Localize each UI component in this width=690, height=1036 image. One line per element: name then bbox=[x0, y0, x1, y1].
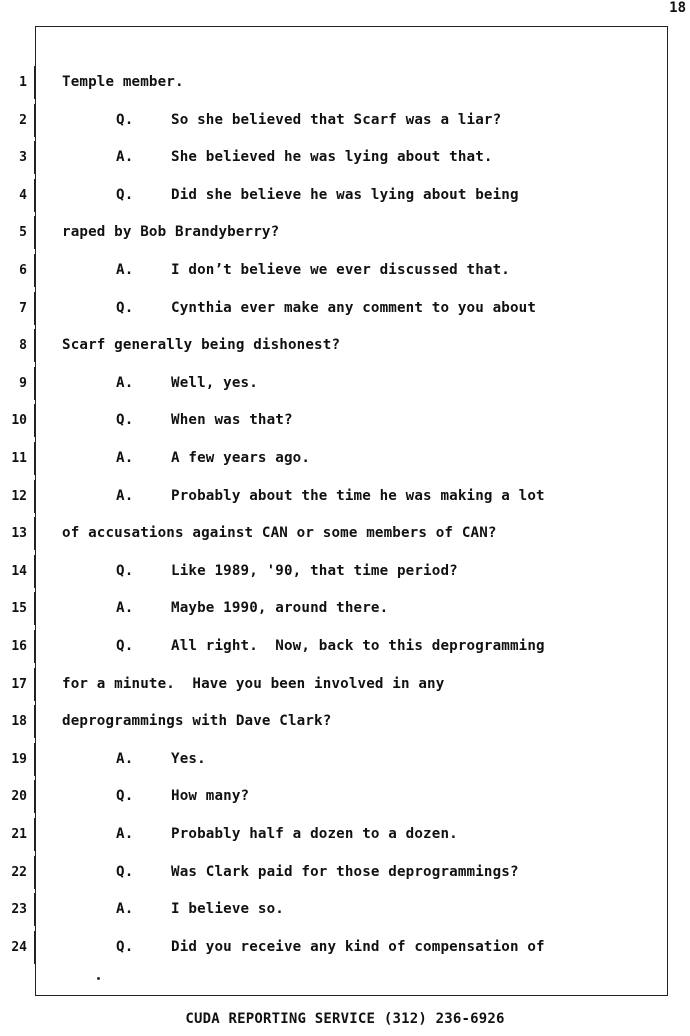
line-number-rule bbox=[34, 442, 36, 475]
page-number: 18 bbox=[669, 0, 686, 16]
transcript-line bbox=[0, 440, 690, 478]
line-number-rule bbox=[34, 292, 36, 325]
line-number-rule bbox=[34, 893, 36, 926]
speaker-label: A. bbox=[116, 450, 134, 466]
line-number-rule bbox=[34, 818, 36, 851]
line-number: 18 bbox=[11, 714, 27, 730]
line-text bbox=[116, 891, 284, 929]
transcript-line bbox=[0, 139, 690, 177]
line-text bbox=[62, 327, 340, 365]
line-body: Was Clark paid for those deprogrammings? bbox=[171, 863, 519, 880]
line-number: 2 bbox=[19, 112, 27, 128]
line-body: I believe so. bbox=[171, 901, 284, 918]
transcript-line bbox=[0, 703, 690, 741]
line-number-rule bbox=[34, 630, 36, 663]
speaker-label: Q. bbox=[116, 562, 134, 579]
speaker-label: A. bbox=[116, 487, 134, 504]
line-body: Temple member. bbox=[62, 74, 184, 90]
line-number-rule bbox=[34, 480, 36, 513]
line-number: 14 bbox=[11, 563, 27, 579]
line-number: 22 bbox=[11, 864, 27, 880]
transcript-line bbox=[0, 402, 690, 440]
transcript-line bbox=[0, 515, 690, 553]
line-number: 24 bbox=[11, 939, 27, 955]
line-number-rule bbox=[34, 216, 36, 249]
line-body: Scarf generally being dishonest? bbox=[62, 337, 341, 354]
line-body: Did she believe he was lying about being bbox=[171, 186, 519, 203]
line-text bbox=[116, 553, 458, 591]
line-body: A few years ago. bbox=[171, 450, 311, 466]
line-number: 3 bbox=[19, 150, 27, 166]
line-text bbox=[62, 703, 331, 741]
line-number-rule bbox=[34, 555, 36, 588]
transcript-line bbox=[0, 478, 690, 516]
transcript-line bbox=[0, 816, 690, 854]
line-text bbox=[116, 590, 388, 628]
line-body: deprogrammings with Dave Clark? bbox=[62, 713, 332, 730]
speaker-label: A. bbox=[116, 149, 134, 166]
speaker-label: A. bbox=[116, 600, 134, 617]
line-text bbox=[116, 440, 310, 478]
line-number: 13 bbox=[11, 526, 27, 542]
line-number: 8 bbox=[19, 338, 27, 354]
line-body: Yes. bbox=[171, 750, 206, 767]
transcript-line bbox=[0, 64, 690, 102]
line-body: Maybe 1990, around there. bbox=[171, 600, 389, 617]
line-number: 4 bbox=[19, 187, 27, 203]
line-number-rule bbox=[34, 592, 36, 625]
line-body: How many? bbox=[171, 788, 250, 805]
line-text bbox=[116, 365, 258, 403]
transcript-line bbox=[0, 666, 690, 704]
speaker-label: A. bbox=[116, 750, 134, 767]
line-text bbox=[116, 854, 519, 892]
transcript-line bbox=[0, 102, 690, 140]
transcript-line bbox=[0, 553, 690, 591]
line-text bbox=[116, 102, 501, 140]
line-body: I don’t believe we ever discussed that. bbox=[171, 262, 510, 278]
transcript-line bbox=[0, 929, 690, 967]
line-body: When was that? bbox=[171, 412, 293, 429]
line-body: All right. Now, back to this deprogramming bbox=[171, 638, 545, 654]
line-body: of accusations against CAN or some members of CAN? bbox=[62, 525, 497, 542]
line-text bbox=[116, 177, 519, 215]
line-number: 9 bbox=[19, 375, 27, 391]
speaker-label: Q. bbox=[116, 788, 134, 805]
transcript-line bbox=[0, 290, 690, 328]
line-number-rule bbox=[34, 66, 36, 99]
speaker-label: Q. bbox=[116, 638, 134, 654]
transcript-line bbox=[0, 778, 690, 816]
line-number: 23 bbox=[11, 902, 27, 918]
speaker-label: A. bbox=[116, 374, 134, 391]
transcript-line bbox=[0, 628, 690, 666]
line-number: 21 bbox=[11, 827, 27, 842]
line-body: So she believed that Scarf was a liar? bbox=[171, 111, 502, 128]
line-number-rule bbox=[34, 141, 36, 174]
line-number: 20 bbox=[11, 789, 27, 805]
speaker-label: Q. bbox=[116, 299, 134, 316]
line-number-rule bbox=[34, 367, 36, 400]
transcript-line bbox=[0, 854, 690, 892]
transcript-line bbox=[0, 214, 690, 252]
line-number-rule bbox=[34, 668, 36, 701]
line-body: Probably about the time he was making a lot bbox=[171, 487, 545, 504]
line-number: 7 bbox=[19, 300, 27, 316]
footer-reporting-service: CUDA REPORTING SERVICE (312) 236-6926 bbox=[185, 1011, 505, 1027]
speaker-label: A. bbox=[116, 826, 134, 842]
line-number: 6 bbox=[19, 263, 27, 278]
line-text bbox=[62, 214, 279, 252]
transcript-line bbox=[0, 327, 690, 365]
line-number: 11 bbox=[11, 451, 27, 466]
line-number-rule bbox=[34, 254, 36, 287]
line-text bbox=[116, 628, 545, 666]
line-text bbox=[116, 778, 249, 816]
line-number: 1 bbox=[19, 75, 27, 90]
transcript-line bbox=[0, 252, 690, 290]
line-number: 17 bbox=[11, 676, 27, 692]
line-body: Cynthia ever make any comment to you about bbox=[171, 299, 537, 316]
line-text bbox=[116, 402, 293, 440]
line-body: Well, yes. bbox=[171, 374, 258, 391]
line-number-rule bbox=[34, 780, 36, 813]
speaker-label: Q. bbox=[116, 863, 134, 880]
speaker-label: A. bbox=[116, 901, 134, 918]
line-number: 10 bbox=[11, 413, 27, 429]
speaker-label: Q. bbox=[116, 938, 134, 955]
line-number-rule bbox=[34, 931, 36, 964]
line-number: 19 bbox=[11, 751, 27, 767]
line-number-rule bbox=[34, 104, 36, 137]
line-body: for a minute. Have you been involved in any bbox=[62, 675, 445, 692]
line-text bbox=[116, 139, 493, 177]
speaker-label: Q. bbox=[116, 412, 134, 429]
speaker-label: Q. bbox=[116, 111, 134, 128]
line-body: She believed he was lying about that. bbox=[171, 149, 493, 166]
line-text bbox=[62, 666, 444, 704]
line-number-rule bbox=[34, 329, 36, 362]
stray-mark bbox=[97, 977, 100, 980]
line-text bbox=[62, 64, 184, 102]
line-body: Probably half a dozen to a dozen. bbox=[171, 826, 458, 842]
transcript-line bbox=[0, 590, 690, 628]
transcript-line bbox=[0, 741, 690, 779]
speaker-label: A. bbox=[116, 262, 134, 278]
line-text bbox=[62, 515, 497, 553]
line-number-rule bbox=[34, 517, 36, 550]
line-body: Like 1989, '90, that time period? bbox=[171, 562, 458, 579]
transcript-line bbox=[0, 177, 690, 215]
line-text bbox=[116, 478, 545, 516]
line-number: 12 bbox=[11, 488, 27, 504]
transcript-line bbox=[0, 891, 690, 929]
line-number-rule bbox=[34, 705, 36, 738]
line-body: Did you receive any kind of compensation of bbox=[171, 938, 545, 955]
line-number: 5 bbox=[19, 225, 27, 241]
line-text bbox=[116, 252, 510, 290]
line-body: raped by Bob Brandyberry? bbox=[62, 224, 280, 241]
line-text bbox=[116, 290, 536, 328]
line-number: 15 bbox=[11, 601, 27, 617]
line-text bbox=[116, 816, 458, 854]
line-number: 16 bbox=[11, 639, 27, 654]
line-number-rule bbox=[34, 179, 36, 212]
speaker-label: Q. bbox=[116, 186, 134, 203]
transcript-line bbox=[0, 365, 690, 403]
line-number-rule bbox=[34, 404, 36, 437]
line-number-rule bbox=[34, 856, 36, 889]
line-text bbox=[116, 741, 206, 779]
line-number-rule bbox=[34, 743, 36, 776]
line-text bbox=[116, 929, 545, 967]
